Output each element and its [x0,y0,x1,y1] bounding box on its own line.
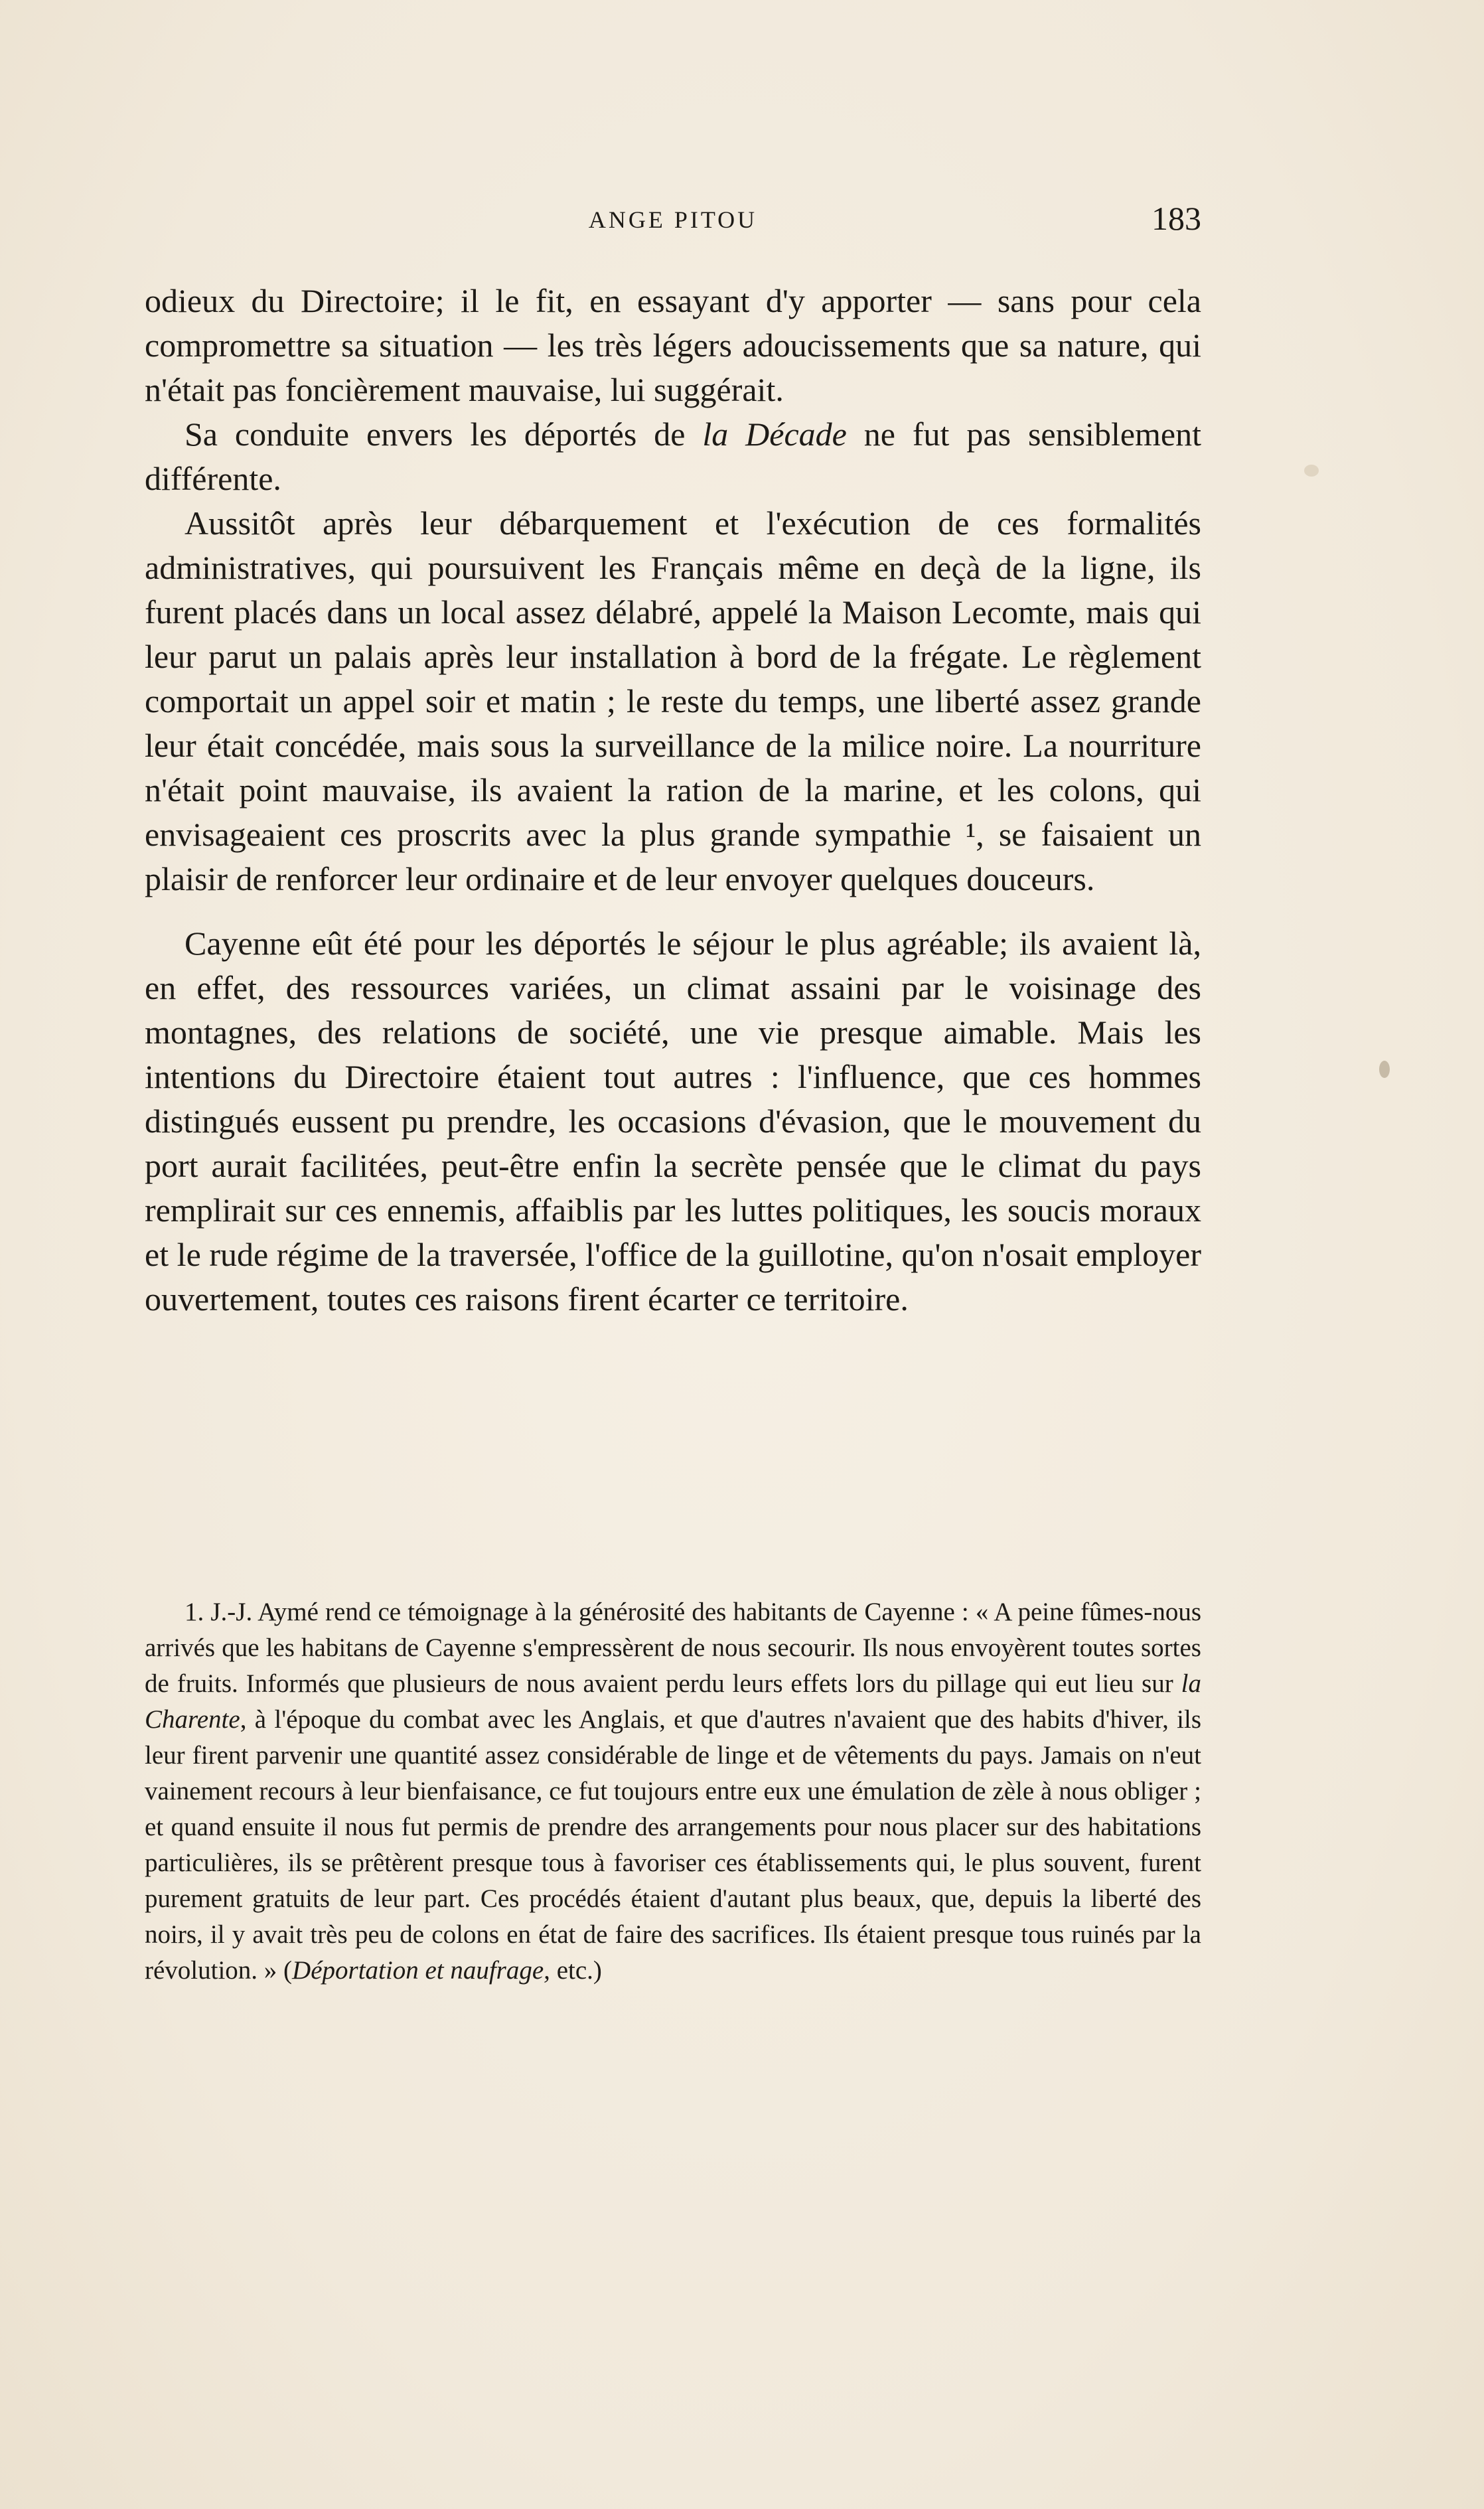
footnote-1 [145,1594,1201,1989]
running-title: ANGE PITOU [588,206,758,233]
footnote-italic-2: Déportation et naufrage, [292,1956,550,1985]
main-text [145,279,1201,1322]
page-header [145,199,1201,252]
paragraph-1: odieux du Directoire; il le fit, en essayant d'y apporter — sans pour cela compromettre sa situation — les très légers adoucissements que sa nature, qui n'était pas foncièrement mauvaise, lui suggérait. [145,282,1201,408]
footnote-text-1: 1. J.-J. Aymé rend ce témoignage à la générosité des habitants de Cayenne : « A peine fûmes-nous arrivés que les habitans de Cayenne s'empressèrent de nous secourir. Ils nous envoyèrent toutes sortes de fruits. Informés que plusieurs de nous avaient perdu leurs effets lors du pillage qui eut lieu sur [145,1598,1201,1698]
page-number: 183 [1151,200,1201,237]
footnote-section [145,1594,1201,1989]
paragraph-2-end: ne fut pas sensiblement différente. [145,416,1202,497]
publication-title: la Décade [702,416,847,453]
paper-stain [1304,465,1319,477]
paragraph-2-start: Sa conduite envers les déportés de [185,416,703,453]
paragraph-2 [145,412,1201,501]
paragraph-4: Cayenne eût été pour les déportés le séjour le plus agréable; ils avaient là, en effet, des ressources variées, un climat assaini par le voisinage des montagnes, des relations de société, une vie presque aimable. Mais les intentions du Directoire étaient tout autres : l'influence, que ces hommes distingués eussent pu prendre, les occasions d'évasion, que le mouvement du port aurait facilitées, peut-être enfin la secrète pensée que le climat du pays remplirait sur ces ennemis, affaiblis par les luttes politiques, les soucis moraux et le rude régime de la traversée, l'office de la guillotine, qu'on n'osait employer ouvertement, toutes ces raisons firent écarter ce territoire. [145,925,1201,1318]
footnote-text-2: , à l'époque du combat avec les Anglais, et que d'autres n'avaient que des habits d'hiver, ils leur firent parvenir une quantité assez considérable de linge et de vêtements du pays. Jamais on n'eut vainement recours à leur bienfaisance, ce fut toujours entre eux une émulation de zèle à nous obliger ; et quand ensuite il nous fut permis de prendre des arrangements pour nous placer sur des habitations particulières, ils se prêtèrent presque tous à favoriser ces établissements qui, le plus souvent, furent purement gratuits de leur part. Ces procédés étaient d'autant plus beaux, que, depuis la liberté des noirs, il y avait très peu de colons en état de faire des sacrifices. Ils étaient presque tous ruinés par la révolution. » ( [145,1705,1201,1985]
paragraph-3: Aussitôt après leur débarquement et l'exécution de ces formalités administratives, qui poursuivent les Français même en deçà de la ligne, ils furent placés dans un local assez délabré, appelé la Maison Lecomte, mais qui leur parut un palais après leur installation à bord de la frégate. Le règlement comportait un appel soir et matin ; le reste du temps, une liberté assez grande leur était concédée, mais sous la surveillance de la milice noire. La nourriture n'était point mauvaise, ils avaient la ration de la marine, et les colons, qui envisageaient ces proscrits avec la plus grande sympathie ¹, se faisaient un plaisir de renforcer leur ordinaire et de leur envoyer quelques douceurs. [145,504,1201,897]
footnote-italic-1: la Charente [145,1669,1201,1734]
footnote-text-3: etc.) [550,1956,602,1985]
paper-stain [1379,1061,1390,1078]
